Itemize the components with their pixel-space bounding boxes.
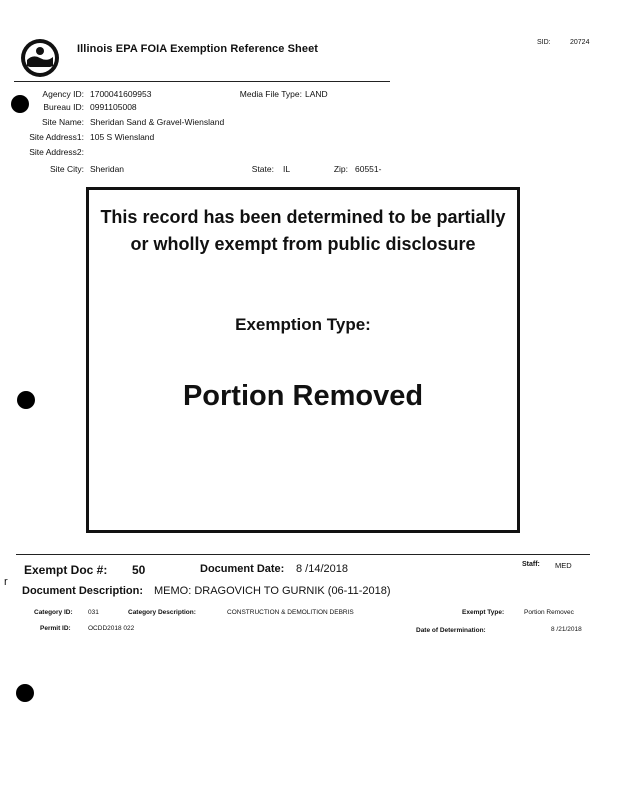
category-description-value: CONSTRUCTION & DEMOLITION DEBRIS <box>227 609 354 616</box>
exempt-type-label: Exempt Type: <box>462 609 505 616</box>
site-address1-value: 105 S Wiensland <box>90 132 155 142</box>
site-city-value: Sheridan <box>90 164 125 174</box>
staff-value: MED <box>555 561 572 570</box>
exemption-notice-message: This record has been determined to be partially or wholly exempt from public disclosure <box>100 207 506 254</box>
site-address1-label: Site Address1: <box>29 132 84 142</box>
date-of-determination-label: Date of Determination: <box>416 627 486 634</box>
state-value: IL <box>283 164 291 174</box>
permit-id-label: Permit ID: <box>40 625 71 632</box>
bureau-id-label: Bureau ID: <box>43 102 84 112</box>
punch-hole-middle <box>17 391 35 409</box>
document-date-label: Document Date: <box>200 563 285 575</box>
date-of-determination-value: 8 /21/2018 <box>551 626 582 633</box>
punch-hole-bottom <box>16 684 34 702</box>
exempt-doc-label: Exempt Doc #: <box>24 563 108 577</box>
bureau-id-value: 0991105008 <box>90 102 137 112</box>
category-id-label: Category ID: <box>34 609 73 616</box>
sid-value: 20724 <box>570 39 590 46</box>
media-type-value: LAND <box>305 89 328 99</box>
header-divider <box>14 81 390 82</box>
page-title: Illinois EPA FOIA Exemption Reference Sheet <box>77 43 319 55</box>
agency-id-label: Agency ID: <box>42 89 84 99</box>
exempt-doc-value: 50 <box>132 563 146 577</box>
sid-label: SID: <box>537 39 551 46</box>
site-name-value: Sheridan Sand & Gravel-Wiensland <box>90 117 225 127</box>
exempt-type-value: Portion Removec <box>524 609 574 616</box>
document-description-label: Document Description: <box>22 585 144 597</box>
zip-label: Zip: <box>333 164 348 174</box>
document-description-value: MEMO: DRAGOVICH TO GURNIK (06-11-2018) <box>154 585 391 597</box>
site-city-label: Site City: <box>49 164 84 174</box>
staff-label: Staff: <box>522 561 540 568</box>
site-address2-label: Site Address2: <box>29 147 84 157</box>
agency-id-value: 1700041609953 <box>90 89 152 99</box>
media-type-label: Media File Type: <box>239 89 302 99</box>
category-description-label: Category Description: <box>128 609 196 616</box>
site-name-label: Site Name: <box>41 117 84 127</box>
category-id-value: 031 <box>88 609 99 616</box>
illinois-epa-seal-icon <box>20 38 60 78</box>
exemption-type-label: Exemption Type: <box>235 315 371 334</box>
zip-value: 60551- <box>355 164 382 174</box>
footer-divider <box>16 554 590 555</box>
exemption-type-value: Portion Removed <box>182 380 424 412</box>
permit-id-value: OCDD2018 022 <box>88 625 135 632</box>
exemption-notice-box <box>86 187 520 533</box>
state-label: State: <box>251 164 274 174</box>
document-date-value: 8 /14/2018 <box>296 563 348 575</box>
handwritten-mark: r <box>4 576 8 588</box>
